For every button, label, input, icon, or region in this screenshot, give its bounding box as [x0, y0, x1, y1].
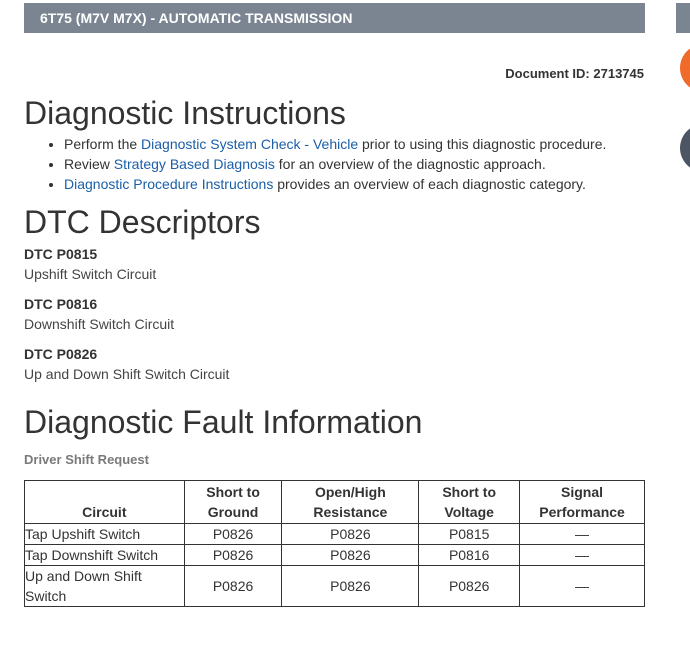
side-action-button-orange[interactable] — [680, 44, 690, 92]
column-header-signal-performance: Signal Performance — [520, 481, 645, 524]
dtc-description: Up and Down Shift Switch Circuit — [24, 366, 230, 382]
dtc-code: DTC P0816 — [24, 296, 98, 312]
list-item — [64, 134, 606, 154]
dtc-entry — [24, 294, 174, 334]
heading-diagnostic-fault-information: Diagnostic Fault Information — [24, 404, 423, 440]
table-row — [25, 524, 645, 545]
link-diagnostic-procedure-instructions[interactable]: Diagnostic Procedure Instructions — [64, 176, 274, 192]
item-text: prior to using this diagnostic procedure. — [358, 136, 607, 152]
instructions-list — [24, 134, 606, 194]
table-caption: Driver Shift Request — [24, 452, 149, 467]
item-text: for an overview of the diagnostic approach. — [274, 156, 546, 172]
table-cell: P0826 — [282, 524, 419, 545]
side-panel-strip — [676, 3, 690, 33]
table-cell: P0826 — [184, 545, 282, 566]
table-cell: — — [520, 545, 645, 566]
link-diagnostic-system-check[interactable]: Diagnostic System Check - Vehicle — [141, 136, 359, 152]
dtc-description: Downshift Switch Circuit — [24, 316, 175, 332]
table-row — [25, 545, 645, 566]
table-cell: Up and Down Shift Switch — [25, 566, 185, 607]
table-cell: P0826 — [184, 566, 282, 607]
table-cell: P0826 — [419, 566, 520, 607]
dtc-entry — [24, 344, 229, 384]
table-cell: P0826 — [282, 545, 419, 566]
list-item — [64, 154, 606, 174]
table-cell: — — [520, 524, 645, 545]
column-header-circuit: Circuit — [25, 481, 185, 524]
table-cell: P0826 — [282, 566, 419, 607]
column-header-short-to-voltage: Short to Voltage — [419, 481, 520, 524]
list-item — [64, 174, 606, 194]
document-id: Document ID: 2713745 — [505, 66, 644, 81]
item-text: Review — [64, 156, 114, 172]
dtc-code: DTC P0815 — [24, 246, 98, 262]
column-header-open-high-resistance: Open/High Resistance — [282, 481, 419, 524]
dtc-code: DTC P0826 — [24, 346, 98, 362]
dtc-description: Upshift Switch Circuit — [24, 266, 157, 282]
document-title: 6T75 (M7V M7X) - AUTOMATIC TRANSMISSION — [40, 10, 353, 26]
table-cell: P0815 — [419, 524, 520, 545]
table-cell: Tap Downshift Switch — [25, 545, 185, 566]
document-title-bar — [24, 3, 645, 33]
table-header-row — [25, 481, 645, 524]
table-cell: — — [520, 566, 645, 607]
link-strategy-based-diagnosis[interactable]: Strategy Based Diagnosis — [113, 156, 275, 172]
heading-diagnostic-instructions: Diagnostic Instructions — [24, 95, 346, 131]
table-cell: P0816 — [419, 545, 520, 566]
table-cell: Tap Upshift Switch — [25, 524, 185, 545]
table-cell: P0826 — [184, 524, 282, 545]
item-text: Perform the — [64, 136, 142, 152]
dtc-entry — [24, 244, 156, 284]
item-text: provides an overview of each diagnostic category. — [273, 176, 586, 192]
column-header-short-to-ground: Short to Ground — [184, 481, 282, 524]
heading-dtc-descriptors: DTC Descriptors — [24, 204, 261, 240]
side-action-button-dark[interactable] — [680, 124, 690, 172]
fault-information-table — [24, 480, 645, 607]
table-row — [25, 566, 645, 607]
